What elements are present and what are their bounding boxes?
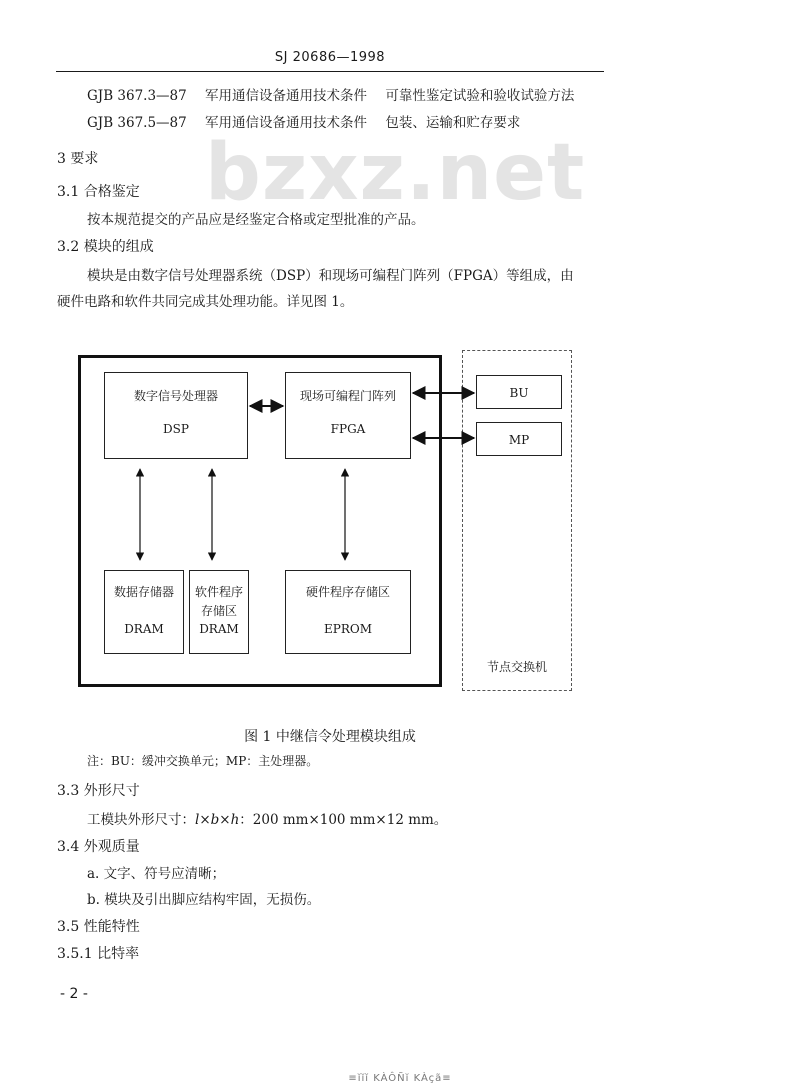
data-dram-cn-label: 数据存储器 <box>113 585 174 599</box>
dimension-prefix: 工模块外形尺寸： <box>87 812 195 828</box>
section-3-1-heading: 3.1 合格鉴定 <box>57 184 140 200</box>
section-3-3-text <box>87 808 447 828</box>
section-3-5-heading: 3.5 性能特性 <box>57 919 140 935</box>
reference-code: GJB 367.3—87 <box>87 88 187 104</box>
figure-caption: 图 1 中继信令处理模块组成 <box>244 729 416 745</box>
section-3-2-line2: 硬件电路和软件共同完成其处理功能。详见图 1。 <box>57 294 354 310</box>
reference-subtitle: 可靠性鉴定试验和验收试验方法 <box>385 88 575 104</box>
figure-note: 注：BU：缓冲交换单元；MP：主处理器。 <box>87 754 319 768</box>
software-dram-en-label: DRAM <box>199 622 239 636</box>
fpga-en-label: FPGA <box>330 422 366 436</box>
software-dram-cn2-label: 存储区 <box>200 604 237 618</box>
mp-label: MP <box>508 433 530 447</box>
section-3-heading: 3 要求 <box>57 151 99 167</box>
bu-label: BU <box>509 386 529 400</box>
reference-title: 军用通信设备通用技术条件 <box>205 88 368 104</box>
section-3-5-1-heading: 3.5.1 比特率 <box>57 946 140 962</box>
dimension-formula: l×b×h <box>195 812 240 828</box>
page-footer: ≡ĭĭĭ KÀÔÑĭ KÀçã≡ <box>348 1073 452 1084</box>
dsp-en-label: DSP <box>163 422 189 436</box>
dimension-suffix: ：200 mm×100 mm×12 mm。 <box>239 812 448 828</box>
section-3-2-line1: 模块是由数字信号处理器系统（DSP）和现场可编程门阵列（FPGA）等组成，由 <box>87 268 574 284</box>
eprom-cn-label: 硬件程序存储区 <box>305 585 390 599</box>
appearance-item-b: b. 模块及引出脚应结构牢固，无损伤。 <box>87 892 321 908</box>
page-number: - 2 - <box>60 986 88 1002</box>
node-switch-label: 节点交换机 <box>486 660 547 674</box>
section-3-1-text: 按本规范提交的产品应是经鉴定合格或定型批准的产品。 <box>87 212 425 228</box>
data-dram-en-label: DRAM <box>124 622 164 636</box>
section-3-4-heading: 3.4 外观质量 <box>57 839 140 855</box>
watermark: bzxz.net <box>205 128 586 218</box>
appearance-item-a: a. 文字、符号应清晰； <box>87 866 226 882</box>
eprom-en-label: EPROM <box>324 622 372 636</box>
doc-number-header: SJ 20686—1998 <box>274 50 386 65</box>
section-3-3-heading: 3.3 外形尺寸 <box>57 783 140 799</box>
fpga-cn-label: 现场可编程门阵列 <box>299 389 396 403</box>
reference-subtitle: 包装、运输和贮存要求 <box>385 115 521 131</box>
dsp-cn-label: 数字信号处理器 <box>133 389 218 403</box>
reference-code: GJB 367.5—87 <box>87 115 187 131</box>
reference-title: 军用通信设备通用技术条件 <box>205 115 368 131</box>
section-3-2-heading: 3.2 模块的组成 <box>57 239 154 255</box>
software-dram-cn1-label: 软件程序 <box>194 585 243 599</box>
